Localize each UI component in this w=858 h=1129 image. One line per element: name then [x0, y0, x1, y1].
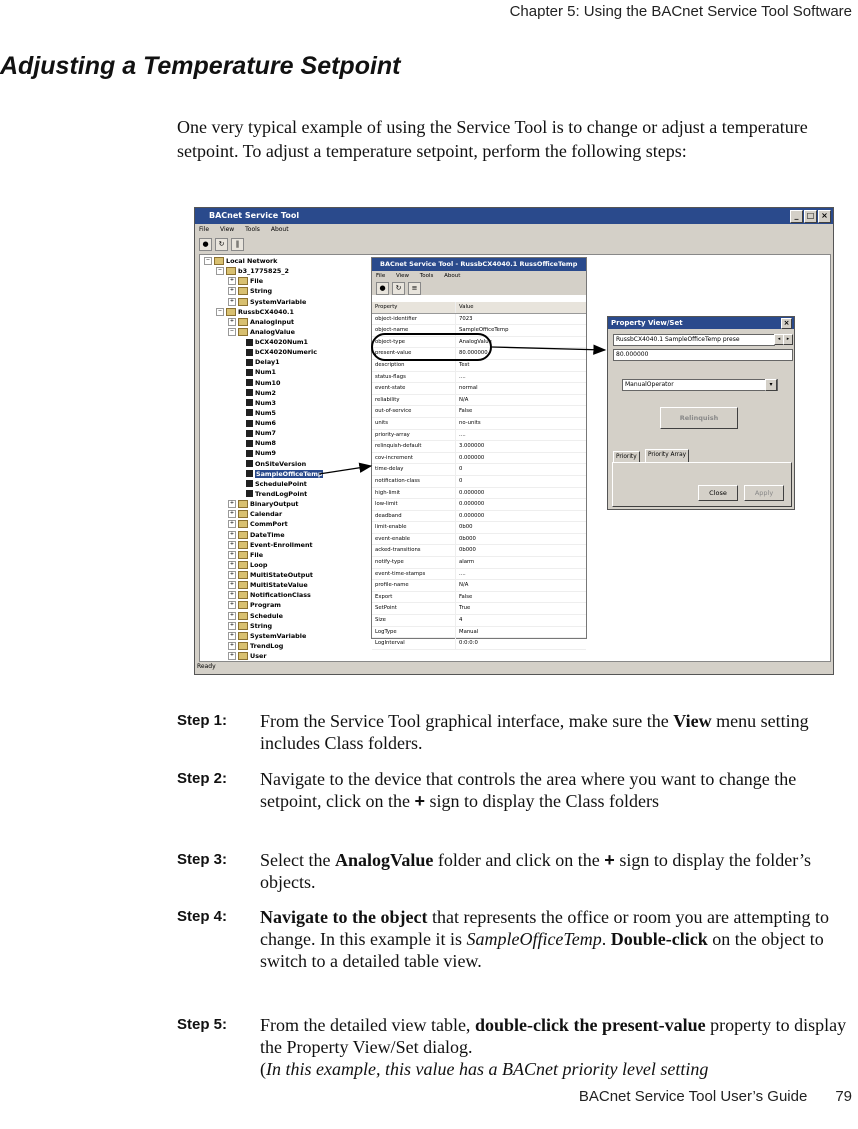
expand-icon[interactable]: +: [229, 550, 235, 557]
expand-icon[interactable]: −: [217, 307, 223, 314]
property-name: SetPoint: [372, 603, 456, 614]
property-value: 0.000000: [459, 501, 485, 508]
menu-tools[interactable]: Tools: [245, 226, 260, 233]
step-text-run: Navigate to the device that controls the area where you want to change the setpoint, click on the: [260, 769, 797, 811]
step-text: [260, 906, 857, 972]
close-button[interactable]: ×: [818, 210, 831, 223]
expand-icon[interactable]: +: [229, 287, 235, 294]
tree-item-label: OnSiteVersion: [255, 459, 307, 468]
tree-item-label: Event-Enrollment: [250, 540, 313, 549]
property-name: event-time-stamps: [372, 569, 456, 580]
property-name: LogInterval: [372, 638, 456, 649]
expand-icon[interactable]: +: [229, 621, 235, 628]
property-name: Export: [372, 592, 456, 603]
tree-item-label: TrendLog: [250, 641, 284, 650]
tree-item-label: Calendar: [250, 510, 283, 519]
property-value: 0:0:0:0: [459, 640, 478, 647]
columns-icon[interactable]: ‖: [231, 238, 244, 251]
detail-list-icon[interactable]: ≡: [408, 282, 421, 295]
tree-item-label: File: [250, 550, 264, 559]
tree-item-label: MultiStateValue: [250, 581, 308, 590]
property-name: deadband: [372, 511, 456, 522]
step-text-run: +: [414, 791, 425, 811]
property-value: N/A: [459, 396, 469, 403]
detail-refresh-icon[interactable]: ↻: [392, 282, 405, 295]
tree-item-label: Num2: [255, 388, 277, 397]
expand-icon[interactable]: +: [229, 652, 235, 659]
property-name: status-flags: [372, 372, 456, 383]
step-text-run: AnalogValue: [334, 850, 434, 870]
expand-icon[interactable]: +: [229, 520, 235, 527]
running-header: Chapter 5: Using the BACnet Service Tool Software: [509, 3, 852, 20]
property-name: acked-transitions: [372, 545, 456, 556]
detail-menu-view[interactable]: View: [395, 273, 410, 279]
step-text-run: menu setting includes Class folders.: [260, 711, 809, 753]
tree-item-label: Local Network: [226, 257, 278, 265]
property-value: 0b00: [459, 524, 473, 531]
property-name: event-state: [372, 383, 456, 394]
property-value: no-units: [459, 419, 481, 426]
expand-icon[interactable]: +: [229, 631, 235, 638]
minimize-button[interactable]: _: [790, 210, 803, 223]
property-name: profile-name: [372, 580, 456, 591]
tree-item-label: SampleOfficeTemp: [256, 469, 323, 478]
property-value: 0.000000: [459, 454, 485, 461]
step-2: [177, 768, 857, 812]
detail-title: BACnet Service Tool - RussbCX4040.1 RussOfficeTemp: [380, 260, 578, 268]
tree-item-label: BinaryOutput: [250, 500, 299, 509]
tree-item-label: AnalogInput: [250, 317, 295, 326]
dialog-title: Property View/Set: [611, 319, 683, 327]
scroll-left-icon[interactable]: ◂: [774, 334, 784, 345]
tree-item-label: NotificationClass: [250, 591, 311, 600]
property-value: normal: [459, 385, 478, 392]
tree-item-label: String: [250, 621, 273, 630]
property-name: priority-array: [372, 430, 456, 441]
tree-item-label: Num5: [255, 408, 277, 417]
step-text-run: on the object to switch to a detailed table view.: [260, 929, 824, 971]
menu-about[interactable]: About: [270, 226, 289, 233]
column-value[interactable]: Value: [459, 304, 474, 310]
tree-item-label: b3_1775825_2: [238, 267, 289, 276]
tree-item-label: CommPort: [250, 520, 288, 529]
tree-item-label: DateTime: [250, 530, 285, 539]
tree-item-label: SystemVariable: [250, 297, 307, 306]
footer-guide: BACnet Service Tool User’s Guide: [578, 1088, 808, 1105]
step-4: [177, 906, 857, 972]
expand-icon[interactable]: −: [229, 327, 235, 334]
property-name: limit-enable: [372, 522, 456, 533]
step-5: [177, 1014, 857, 1080]
tree-item-label: Num7: [255, 429, 277, 438]
detail-menu-file[interactable]: File: [376, 273, 386, 279]
tree-item-label: Num1: [255, 368, 277, 377]
tree-item-label: File: [250, 277, 264, 286]
step-text-run: In this example, this value has a BACnet priority level setting: [266, 1059, 709, 1079]
step-text-run: double-click the present-value: [474, 1015, 706, 1035]
property-value: 0b000: [459, 547, 476, 554]
expand-icon[interactable]: +: [229, 560, 235, 567]
property-value: True: [459, 605, 471, 612]
tree-item-label: Num3: [255, 398, 277, 407]
step-text-run: sign to display the folder’s objects.: [260, 850, 811, 892]
chevron-down-icon[interactable]: ▾: [765, 379, 777, 391]
tree-item-label: Num10: [255, 378, 281, 387]
menu-file[interactable]: File: [199, 226, 210, 233]
expand-icon[interactable]: +: [229, 510, 235, 517]
tree-item-label: Loop: [250, 560, 268, 569]
scroll-right-icon[interactable]: ▸: [783, 334, 793, 345]
status-bar: Ready: [197, 663, 216, 670]
step-label: Step 5:: [177, 1016, 228, 1033]
expand-icon[interactable]: +: [229, 540, 235, 547]
step-label: Step 3:: [177, 851, 228, 868]
property-value: ....: [459, 431, 466, 438]
step-label: Step 2:: [177, 770, 228, 787]
step-text-run: .: [601, 929, 611, 949]
step-text-run: Navigate to the object: [260, 907, 428, 927]
property-value: 4: [459, 617, 463, 624]
step-text-run: From the detailed view table,: [260, 1015, 475, 1035]
tree-item-label: SystemVariable: [250, 631, 307, 640]
property-name: reliability: [372, 395, 456, 406]
property-value: Test: [459, 361, 470, 368]
property-name: object-name: [372, 325, 456, 336]
detail-menu-tools[interactable]: Tools: [419, 273, 434, 279]
column-property[interactable]: Property: [372, 302, 456, 313]
property-value: AnalogValue: [459, 338, 492, 345]
step-text-run: View: [673, 711, 712, 731]
step-label: Step 4:: [177, 908, 228, 925]
dialog-close-button[interactable]: Close: [698, 485, 738, 501]
running-footer: [579, 1088, 852, 1105]
property-name: present-value: [372, 348, 456, 359]
step-text-run: +: [604, 850, 615, 870]
property-name: notify-type: [372, 557, 456, 568]
property-name: cov-increment: [372, 453, 456, 464]
dialog-close-icon[interactable]: ×: [781, 318, 792, 329]
tree-item-label: bCX4020Numeric: [255, 348, 317, 357]
expand-icon[interactable]: +: [229, 591, 235, 598]
expand-icon[interactable]: +: [229, 571, 235, 578]
step-text-run: Double-click: [610, 929, 708, 949]
expand-icon[interactable]: +: [229, 500, 235, 507]
property-name: object-identifier: [372, 314, 456, 325]
property-name: high-limit: [372, 488, 456, 499]
property-name: event-enable: [372, 534, 456, 545]
expand-icon[interactable]: +: [229, 297, 235, 304]
service-tool-screenshot: [194, 207, 834, 675]
property-value: 0: [459, 477, 463, 484]
page-number: 79: [835, 1088, 852, 1105]
tree-item-label: AnalogValue: [250, 327, 295, 336]
expand-icon[interactable]: +: [229, 611, 235, 618]
step-text-run: sign to display the Class folders: [424, 791, 659, 811]
step-text-run: From the Service Tool graphical interface, make sure the: [260, 711, 674, 731]
property-name: object-type: [372, 337, 456, 348]
property-value: False: [459, 408, 473, 415]
tree-item-label: RussbCX4040.1: [238, 307, 294, 316]
maximize-button[interactable]: □: [804, 210, 817, 223]
tree-item-label: SchedulePoint: [255, 479, 307, 488]
expand-icon[interactable]: +: [229, 641, 235, 648]
tree-item-label: Schedule: [250, 611, 283, 620]
property-value: N/A: [459, 582, 469, 589]
property-value: Manual: [459, 628, 479, 635]
step-3: [177, 849, 857, 893]
property-value: False: [459, 593, 473, 600]
step-text: [260, 1014, 857, 1080]
step-text: [260, 710, 857, 754]
tree-item-label: Num8: [255, 439, 277, 448]
relinquish-button[interactable]: Relinquish: [660, 407, 738, 429]
tree-item-label: TrendLogPoint: [255, 489, 308, 498]
expand-icon[interactable]: +: [229, 581, 235, 588]
property-name: notification-class: [372, 476, 456, 487]
property-value: ....: [459, 570, 466, 577]
expand-icon[interactable]: +: [229, 317, 235, 324]
expand-icon[interactable]: +: [229, 277, 235, 284]
app-title: BACnet Service Tool: [209, 211, 300, 220]
tree-item-label: Num6: [255, 419, 277, 428]
property-name: time-delay: [372, 464, 456, 475]
tab-priority[interactable]: Priority: [613, 451, 640, 462]
refresh-icon[interactable]: ↻: [215, 238, 228, 251]
property-name: Size: [372, 615, 456, 626]
connect-icon[interactable]: ●: [199, 238, 212, 251]
step-text: [260, 768, 857, 812]
step-label: Step 1:: [177, 712, 228, 729]
operator-select[interactable]: ManualOperator: [622, 379, 778, 391]
step-text-run: folder and click on the: [433, 850, 605, 870]
property-value: 0.000000: [459, 489, 485, 496]
tree-item-label: String: [250, 287, 273, 296]
tree-item-label: User: [250, 652, 267, 661]
property-value: 0b000: [459, 535, 476, 542]
step-text-run: Select the: [260, 850, 335, 870]
callout-arrows: [195, 208, 835, 676]
step-text-run: (: [260, 1059, 266, 1079]
property-value: 3.000000: [459, 443, 485, 450]
section-title: Adjusting a Temperature Setpoint: [0, 52, 401, 80]
property-name: units: [372, 418, 456, 429]
expand-icon[interactable]: +: [229, 601, 235, 608]
expand-icon[interactable]: +: [229, 530, 235, 537]
property-name: LogType: [372, 627, 456, 638]
tab-priority-array[interactable]: Priority Array: [645, 449, 689, 462]
step-text-run: property to display the Property View/Set dialog.: [260, 1015, 847, 1057]
menu-view[interactable]: View: [219, 226, 235, 233]
object-field[interactable]: RussbCX4040.1 SampleOfficeTemp prese: [613, 334, 775, 346]
tree-item-label: Program: [250, 601, 281, 610]
property-name: low-limit: [372, 499, 456, 510]
step-text: [260, 849, 857, 893]
detail-menu-about[interactable]: About: [444, 273, 461, 279]
intro-paragraph: One very typical example of using the Service Tool is to change or adjust a temperature setpoint. To adjust a temperature setpoint, perform the following steps:: [177, 117, 808, 161]
tree-item-label: bCX4020Num1: [255, 338, 308, 347]
property-value: ....: [459, 373, 466, 380]
step-1: [177, 710, 857, 754]
step-text-run: SampleOfficeTemp: [466, 929, 602, 949]
expand-icon[interactable]: −: [217, 267, 223, 274]
arrow-to-detail: [319, 466, 371, 474]
property-value: 0.000000: [459, 512, 485, 519]
tree-item-label: Delay1: [255, 358, 280, 367]
step-text-run: that represents the office or room you are attempting to change. In this example it is: [260, 907, 829, 949]
tree-item-label: MultiStateOutput: [250, 571, 313, 580]
property-name: out-of-service: [372, 406, 456, 417]
property-value: SampleOfficeTemp: [459, 327, 509, 334]
property-value: 80.000000: [459, 350, 488, 357]
property-value: 7023: [459, 315, 473, 322]
expand-icon[interactable]: −: [205, 257, 211, 263]
arrow-to-dialog: [492, 347, 605, 350]
apply-button[interactable]: Apply: [744, 485, 784, 501]
value-input[interactable]: 80.000000: [613, 349, 793, 361]
property-value: 0: [459, 466, 463, 473]
property-name: description: [372, 360, 456, 371]
property-name: relinquish-default: [372, 441, 456, 452]
property-value: alarm: [459, 559, 475, 566]
detail-connect-icon[interactable]: ●: [376, 282, 389, 295]
tree-item-label: Num9: [255, 449, 277, 458]
